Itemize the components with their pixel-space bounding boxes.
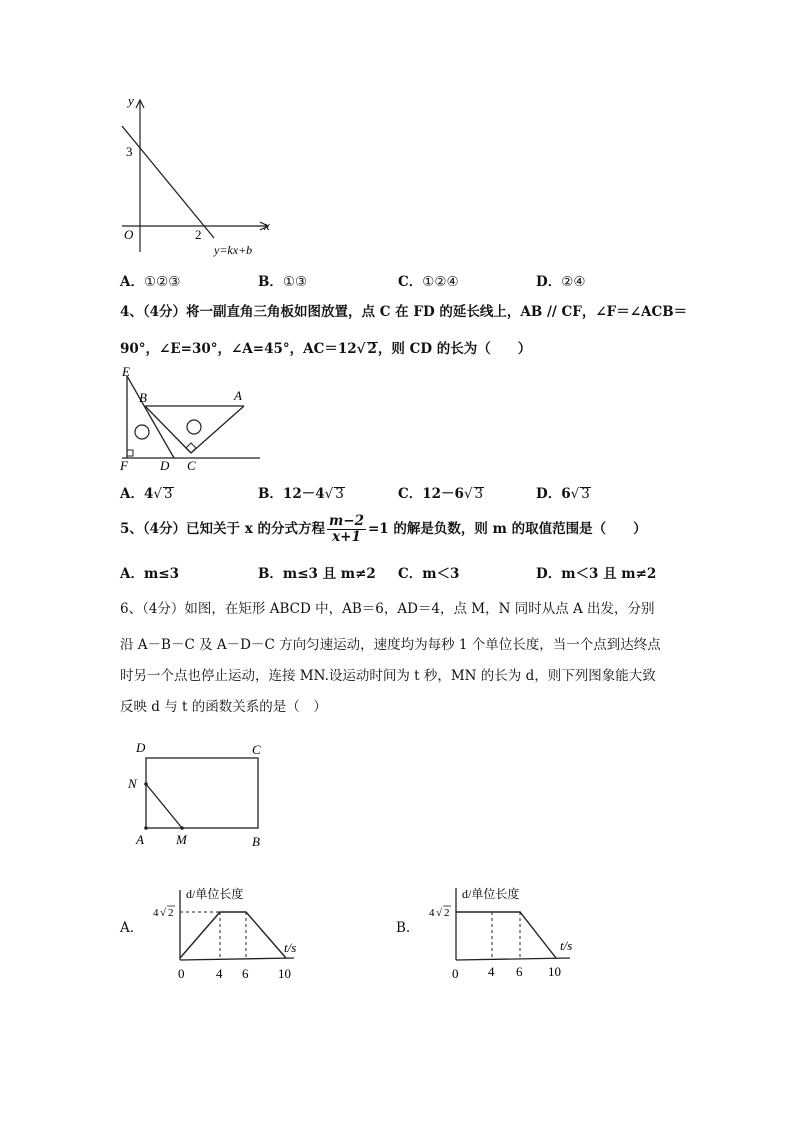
option-letter: C． — [398, 566, 423, 582]
option-letter: A． — [120, 274, 144, 290]
label-n: N — [128, 776, 137, 791]
q4-line2-pre: 90°，∠E=30°，∠A=45°，AC＝12 — [120, 341, 357, 357]
rectangle-figure — [124, 736, 274, 852]
q5-text-pre: 5、（4分）已知关于 x 的分式方程 — [120, 521, 325, 537]
fraction-numerator: m−2 — [329, 513, 364, 529]
x-tick: 6 — [516, 964, 523, 979]
y-intercept-label: 3 — [126, 144, 133, 159]
option-text: m＜3 且 m≠2 — [561, 566, 657, 582]
option-text: ①③ — [282, 274, 308, 290]
option-text: m≤3 且 m≠2 — [282, 566, 376, 582]
option-text: m＜3 — [422, 566, 460, 582]
q6-question-line-2: 沿 A－B－C 及 A－D－C 方向匀速运动，速度均为每秒 1 个单位长度，当一个点到达终点 — [120, 637, 661, 653]
sqrt-icon: √ — [463, 486, 473, 502]
q6-question-line-3: 时另一个点也停止运动，连接 MN.设运动时间为 t 秒，MN 的长为 d，则下列图象能大致 — [120, 668, 656, 684]
label-c: C — [252, 742, 261, 757]
option-letter: C． — [398, 486, 423, 502]
option-radicand: 3 — [581, 486, 590, 502]
label-a: A — [136, 832, 144, 847]
y-tick-radicand: 2 — [168, 907, 174, 919]
q5-text-post: =1 的解是负数，则 m 的取值范围是（ ） — [368, 521, 647, 537]
y-tick-coef: 4 — [153, 907, 159, 919]
q3-option-a[interactable] — [120, 270, 180, 290]
option-radicand: 3 — [474, 486, 484, 502]
q5-option-a[interactable] — [120, 562, 179, 582]
fraction-denominator: x+1 — [332, 529, 361, 545]
x-tick: 0 — [452, 966, 459, 981]
option-text: ①②④ — [422, 274, 459, 290]
x-tick: 0 — [178, 966, 185, 981]
q3-option-c[interactable] — [398, 270, 459, 290]
origin-label: O — [124, 227, 134, 242]
option-letter: B． — [258, 274, 283, 290]
q4-question-line-1: 4、（4分）将一副直角三角板如图放置，点 C 在 FD 的延长线上，AB // CF，∠F＝∠ACB＝ — [120, 304, 688, 320]
q4-radicand: 2 — [367, 341, 377, 357]
x-axis-label: t/s — [560, 938, 573, 953]
x-tick: 4 — [216, 966, 223, 981]
x-tick: 10 — [278, 966, 291, 981]
y-axis-label: d/单位长度 — [462, 887, 520, 901]
q5-fraction — [327, 514, 366, 545]
sqrt-icon: √ — [356, 341, 366, 357]
sqrt-icon: √ — [324, 486, 334, 502]
x-tick: 4 — [488, 964, 495, 979]
q6-question-line-4: 反映 d 与 t 的函数关系的是（ ） — [120, 699, 327, 715]
label-m: M — [176, 832, 187, 847]
q4-question-line-2 — [120, 337, 531, 357]
q5-question — [120, 514, 647, 545]
y-tick-radicand: 2 — [444, 907, 450, 919]
q4-option-d[interactable] — [536, 482, 591, 502]
q4-option-c[interactable] — [398, 482, 484, 502]
option-text: ①②③ — [143, 274, 181, 290]
x-intercept-label: 2 — [195, 227, 202, 242]
label-d: D — [136, 740, 146, 755]
triangle-rulers-figure — [112, 364, 272, 476]
option-letter: A． — [120, 566, 144, 582]
q6-option-a-letter[interactable]: A. — [120, 920, 135, 936]
option-radicand: 3 — [335, 486, 344, 502]
option-letter: B． — [258, 486, 283, 502]
sqrt-icon: √ — [153, 486, 162, 502]
option-letter: D． — [536, 486, 562, 502]
y-axis-label: d/单位长度 — [186, 887, 244, 901]
label-f: F — [120, 458, 128, 473]
label-b: B — [139, 390, 147, 405]
x-tick: 10 — [548, 964, 561, 979]
label-c: C — [187, 458, 196, 473]
q4-line2-post: ，则 CD 的长为（ ） — [377, 341, 532, 357]
q5-option-c[interactable] — [398, 562, 459, 582]
sqrt-icon: √ — [436, 907, 443, 919]
option-coef: 6 — [561, 486, 571, 502]
option-coef: 12－4 — [282, 486, 325, 502]
option-letter: B． — [258, 566, 283, 582]
label-e: E — [122, 364, 130, 379]
label-b: B — [252, 834, 260, 849]
q5-option-b[interactable] — [258, 562, 376, 582]
y-tick-coef: 4 — [429, 907, 435, 919]
option-text: ②④ — [561, 274, 586, 290]
option-coef: 4 — [143, 486, 154, 502]
option-coef: 12－6 — [422, 486, 464, 502]
x-axis-label: t/s — [284, 940, 297, 955]
option-radicand: 3 — [164, 486, 173, 502]
sqrt-icon: √ — [160, 907, 167, 919]
q6-option-b-graph[interactable] — [424, 878, 594, 986]
q6-question-line-1: 6、（4分）如图，在矩形 ABCD 中，AB＝6，AD＝4，点 M，N 同时从点 A 出发，分别 — [120, 601, 655, 617]
label-a: A — [234, 388, 242, 403]
sqrt-icon: √ — [570, 486, 580, 502]
q5-option-d[interactable] — [536, 562, 656, 582]
q3-option-d[interactable] — [536, 270, 585, 290]
q4-option-a[interactable] — [120, 482, 174, 502]
x-tick: 6 — [242, 966, 249, 981]
option-letter: C． — [398, 274, 423, 290]
option-text: m≤3 — [143, 566, 179, 582]
q3-option-b[interactable] — [258, 270, 307, 290]
x-axis-label: x — [264, 218, 270, 233]
q6-option-a-graph[interactable] — [148, 880, 318, 988]
option-letter: D． — [536, 274, 562, 290]
line-equation-label: y=kx+b — [214, 243, 253, 257]
option-letter: A． — [120, 486, 144, 502]
option-letter: D． — [536, 566, 562, 582]
q6-option-b-letter[interactable]: B. — [396, 920, 411, 936]
y-axis-label: y — [128, 93, 134, 108]
linear-function-graph — [110, 92, 280, 262]
q4-option-b[interactable] — [258, 482, 345, 502]
label-d: D — [160, 458, 170, 473]
